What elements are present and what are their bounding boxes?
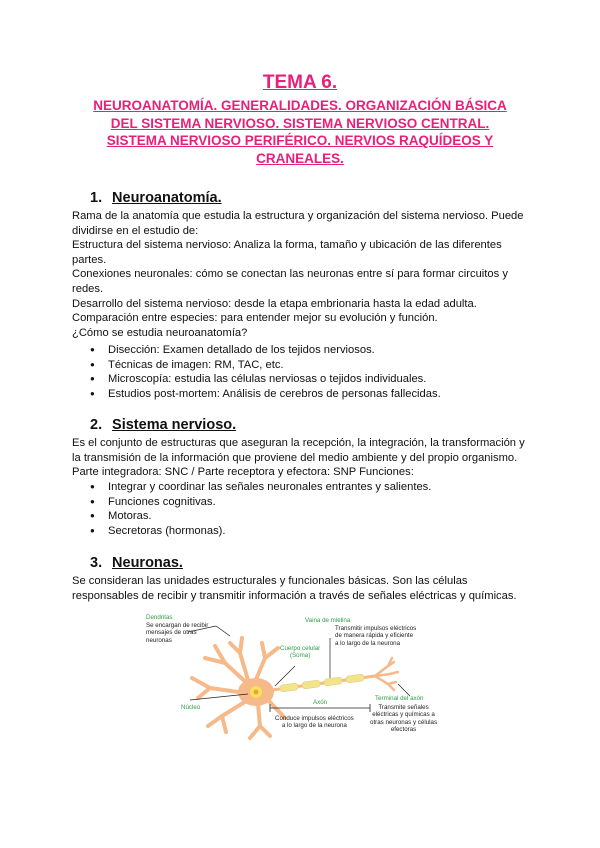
page-subtitle [70,97,530,167]
text-line: a lo largo de la neurona [281,722,347,730]
text-line: la transmisión de la información que proviene del medio ambiente y del propio organismo. [72,451,518,464]
section-heading-sistema-nervioso [90,417,236,433]
text-line: Transmitir impulsos eléctricos [335,625,417,632]
text-line: Se consideran las unidades estructurales y funcionales básicas. Son las células [72,575,468,587]
text-line: Comparación entre especies: para entender mejor su evolución y función. [72,312,438,325]
text-line: otras neuronas y células [370,718,438,726]
text-line: Estructura del sistema nervioso: Analiza la forma, tamaño y ubicación de las diferentes [72,239,502,252]
list-item: ● Microscopía: estudia las células nerviosas o tejidos individuales. [90,372,441,387]
text-line: neuronas [146,636,172,644]
dendritas-description [146,622,208,644]
section-title: Neuroanatomía. [112,190,222,206]
section-title: Sistema nervioso. [112,417,237,433]
text-line: Conduce impulsos eléctricos [275,715,354,722]
section-title: Neuronas. [112,555,183,571]
page-title: TEMA 6. [262,72,338,93]
axon-terminal-shape [375,658,398,690]
axon-title: Axón [313,699,328,706]
axon-description [275,715,354,730]
list-item: ● Técnicas de imagen: RM, TAC, etc. [90,358,441,373]
dendritas-title: Dendritas [146,614,173,621]
text-line: de manera rápida y eficiente [335,632,414,640]
section-heading-neuronas [90,555,183,571]
section-number: 1. [90,190,103,206]
text-line: dividirse en el estudio de: [72,224,199,237]
list-item: ● Estudios post-mortem: Análisis de cerebros de personas fallecidas. [90,387,441,402]
text-line: eléctricas y químicas a [372,711,435,719]
section-number: 3. [90,555,103,571]
text-line: mensajes de otras [146,629,197,637]
terminal-title: Terminal del axón [375,695,424,702]
nucleo-title: Núcleo [181,704,201,711]
list-item: ● Secretoras (hormonas). [90,524,431,539]
subtitle-line: SISTEMA NERVIOSO PERIFÉRICO. NERVIOS RAQUÍDEOS Y [106,133,494,148]
section1-paragraph [72,209,532,340]
subtitle-line: CRANEALES. [256,150,344,166]
section3-paragraph [72,574,532,603]
vaina-title: Vaina de mielina [305,617,351,624]
text-line: ¿Cómo se estudia neuroanatomía? [72,326,248,339]
section2-bullet-list [90,480,431,538]
list-item: ● Motoras. [90,509,431,524]
text-line: Conexiones neuronales: cómo se conectan las neuronas entre sí para formar circuitos y [72,268,508,281]
text-line: Desarrollo del sistema nervioso: desde la etapa embrionaria hasta la edad adulta. [72,297,477,310]
text-line: Cuerpo celular [280,645,321,652]
text-line: (Soma) [289,652,311,660]
vaina-description [335,625,416,647]
text-line: Transmite señales [378,704,429,711]
subtitle-line: NEUROANATOMÍA. GENERALIDADES. ORGANIZACIÓN BÁSICA [93,98,507,113]
terminal-description [370,704,437,734]
nucleolus-shape [254,690,259,695]
text-line: efectoras [390,726,417,734]
neuron-diagram [130,608,460,748]
section-number: 2. [90,417,103,433]
text-line: responsables de recibir y transmitir información a través de señales eléctricas y químicas. [72,589,517,602]
text-line: Es el conjunto de estructuras que aseguran la recepción, la integración, la transformación y [72,437,525,449]
list-item: ● Funciones cognitivas. [90,495,431,510]
cuerpo-title [280,645,320,660]
text-line: Rama de la anatomía que estudia la estructura y organización del sistema nervioso. Puede [72,210,524,222]
subtitle-line: DEL SISTEMA NERVIOSO. SISTEMA NERVIOSO CENTRAL. [110,115,490,131]
text-line: Se encargan de recibir [146,622,209,629]
list-item: ● Disección: Examen detallado de los tejidos nerviosos. [90,343,441,358]
text-line: a lo largo de la neurona [335,639,401,647]
text-line: redes. [72,282,104,295]
text-line: Parte integradora: SNC / Parte receptora y efectora: SNP Funciones: [72,466,414,479]
list-item: ● Integrar y coordinar las señales neuronales entrantes y salientes. [90,480,431,495]
section-heading-neuroanatomia [90,190,222,206]
text-line: partes. [72,253,107,266]
section1-bullet-list [90,343,441,401]
section2-paragraph [72,436,532,480]
